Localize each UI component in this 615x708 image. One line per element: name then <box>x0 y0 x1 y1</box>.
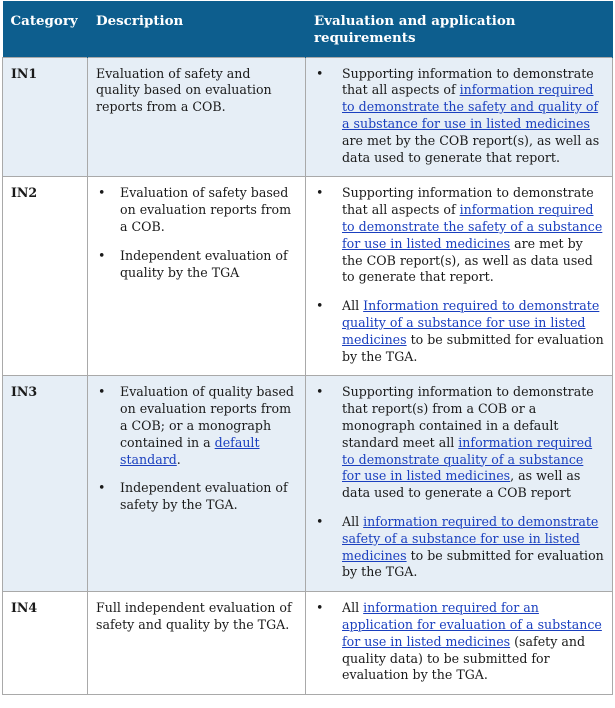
requirements-list <box>314 384 604 581</box>
requirement-link[interactable]: information required for an application for evaluation of a substance for use in listed medicines <box>342 600 602 649</box>
description-text: . <box>176 451 181 467</box>
requirement-item <box>314 298 604 365</box>
header-category: Category <box>3 1 88 57</box>
requirement-text: All <box>342 513 364 529</box>
requirement-text: All <box>342 298 364 314</box>
requirements-cell <box>306 592 613 695</box>
requirement-item <box>314 384 604 502</box>
requirement-text: (safety and quality data) to be submitted for evaluation by the TGA. <box>342 633 586 683</box>
header-requirements: Evaluation and application requirements <box>306 1 613 57</box>
requirements-cell <box>306 57 613 177</box>
description-item: • Independent evaluation of safety by the TGA. <box>96 480 297 514</box>
category-cell: IN2 <box>3 177 88 376</box>
requirement-text: All <box>342 600 364 616</box>
requirements-cell <box>306 376 613 592</box>
requirement-text: are met by the COB report(s), as well as data used to generate that report. <box>342 235 593 285</box>
requirement-link[interactable]: information required to demonstrate the safety of a substance for use in listed medicines <box>342 202 603 251</box>
category-cell: IN3 <box>3 376 88 592</box>
requirement-text: Supporting information to demonstrate that all aspects of <box>342 65 594 98</box>
description-item <box>96 384 297 468</box>
evaluation-requirements-table <box>2 1 613 695</box>
table-row-in3 <box>3 376 613 592</box>
requirement-text: Supporting information to demonstrate that all aspects of <box>342 185 594 218</box>
requirement-item <box>314 185 604 286</box>
table-row-in2 <box>3 177 613 376</box>
table-header-row <box>3 1 613 57</box>
requirement-item <box>314 514 604 581</box>
description-text: Evaluation of quality based on evaluation reports from a COB; or a monograph contained in a <box>120 384 294 450</box>
requirement-text: to be submitted for evaluation by the TGA. <box>342 331 604 364</box>
requirements-list <box>314 66 604 167</box>
requirement-link[interactable]: information required to demonstrate the safety and quality of a substance for use in listed medicines <box>342 82 599 131</box>
description-cell <box>88 177 306 376</box>
requirements-list <box>314 600 604 684</box>
requirement-link[interactable]: Information required to demonstrate quality of a substance for use in listed medicines <box>342 298 600 347</box>
requirement-link[interactable]: information required to demonstrate quality of a substance for use in listed medicines <box>342 434 593 484</box>
description-item: • Evaluation of safety based on evaluation reports from a COB. <box>96 185 297 235</box>
requirement-text: , as well as data used to generate a COB report <box>342 468 581 501</box>
requirement-text: to be submitted for evaluation by the TGA. <box>342 547 604 580</box>
requirements-cell <box>306 177 613 376</box>
description-cell: Full independent evaluation of safety and quality by the TGA. <box>88 592 306 695</box>
description-cell <box>88 376 306 592</box>
table-row-in4 <box>3 592 613 695</box>
requirements-list <box>314 185 604 365</box>
requirement-text: are met by the COB report(s), as well as data used to generate that report. <box>342 132 600 165</box>
description-list <box>96 384 297 514</box>
default-standard-link[interactable]: default standard <box>120 434 260 467</box>
header-description: Description <box>88 1 306 57</box>
description-cell: Evaluation of safety and quality based on evaluation reports from a COB. <box>88 57 306 177</box>
category-cell: IN4 <box>3 592 88 695</box>
requirement-text: Supporting information to demonstrate that report(s) from a COB or a monograph contained in a default standard meet all <box>342 384 594 450</box>
description-list <box>96 185 297 281</box>
table-row-in1 <box>3 57 613 177</box>
description-item: • Independent evaluation of quality by the TGA <box>96 248 297 282</box>
requirement-item <box>314 66 604 167</box>
requirement-item <box>314 600 604 684</box>
requirement-link[interactable]: information required to demonstrate safety of a substance for use in listed medicines <box>342 513 599 563</box>
category-cell: IN1 <box>3 57 88 177</box>
